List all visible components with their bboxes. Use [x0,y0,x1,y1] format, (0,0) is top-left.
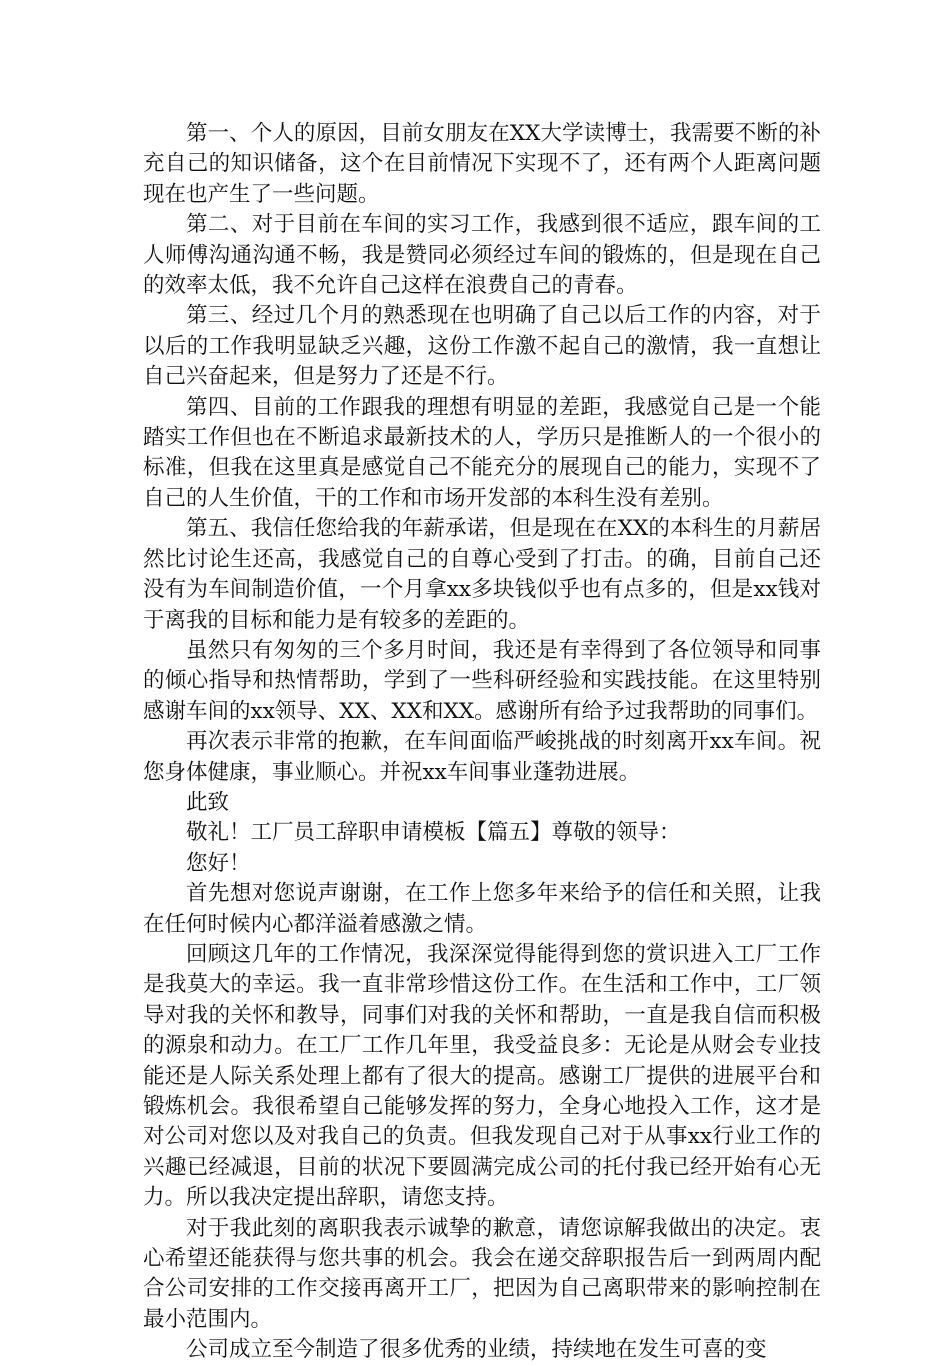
paragraph-apology: 再次表示非常的抱歉，在车间面临严峻挑战的时刻离开xx车间。祝您身体健康，事业顺心。并祝xx车间事业蓬勃进展。 [143,729,821,785]
paragraph-reason-3: 第三、经过几个月的熟悉现在也明确了自己以后工作的内容，对于以后的工作我明显缺乏兴趣，这份工作激不起自己的激情，我一直想让自己兴奋起来，但是努力了还是不行。 [143,303,821,390]
paragraph-review: 回顾这几年的工作情况，我深深觉得能得到您的赏识进入工厂工作是我莫大的幸运。我一直非常珍惜这份工作。在生活和工作中，工厂领导对我的关怀和教导，同事们对我的关怀和帮助，一直是我自信而积极的源泉和动力。在工厂工作几年里，我受益良多：无论是从财会专业技能还是人际关系处理上都有了很大的提高。感谢工厂提供的进展平台和锻炼机会。我很希望自己能够发挥的努力，全身心地投入工作，这才是对公司对您以及对我自己的负责。但我发现自己对于从事xx行业工作的兴趣已经减退，目前的状况下要圆满完成公司的托付我已经开始有心无力。所以我决定提出辞职，请您支持。 [143,941,821,1211]
paragraph-handover: 对于我此刻的离职我表示诚挚的歉意，请您谅解我做出的决定。衷心希望还能获得与您共事的机会。我会在递交辞职报告后一到两周内配合公司安排的工作交接再离开工厂，把因为自己离职带来的影响控制在最小范围内。 [143,1215,821,1332]
paragraph-thanks: 虽然只有匆匆的三个多月时间，我还是有幸得到了各位领导和同事的倾心指导和热情帮助，学到了一些科研经验和实践技能。在这里特别感谢车间的xx领导、XX、XX和XX。感谢所有给予过我帮助的同事们。 [143,637,821,724]
document-body [143,119,821,1366]
closing-jingli-heading: 敬礼！工厂员工辞职申请模板【篇五】尊敬的领导： [186,820,681,846]
paragraph-reason-2: 第二、对于目前在车间的实习工作，我感到很不适应，跟车间的工人师傅沟通沟通不畅，我是赞同必须经过车间的锻炼的，但是现在自己的效率太低，我不允许自己这样在浪费自己的青春。 [143,212,821,299]
closing-cizhi: 此致 [186,789,230,815]
paragraph-reason-5: 第五、我信任您给我的年薪承诺，但是现在在XX的本科生的月薪居然比讨论生还高，我感觉自己的自尊心受到了打击。的确，目前自己还没有为车间制造价值，一个月拿xx多块钱似乎也有点多的，但是xx钱对于离我的目标和能力是有较多的差距的。 [143,516,821,633]
paragraph-gratitude: 首先想对您说声谢谢，在工作上您多年来给予的信任和关照，让我在任何时候内心都洋溢着感激之情。 [143,881,821,937]
greeting: 您好！ [186,850,251,876]
paragraph-company: 公司成立至今制造了很多优秀的业绩，持续地在发生可喜的变 [186,1337,767,1363]
paragraph-reason-1: 第一、个人的原因，目前女朋友在XX大学读博士，我需要不断的补充自己的知识储备，这个在目前情况下实现不了，还有两个人距离问题现在也产生了一些问题。 [143,121,821,207]
paragraph-reason-4: 第四、目前的工作跟我的理想有明显的差距，我感觉自己是一个能踏实工作但也在不断追求最新技术的人，学历只是推断人的一个很小的标准，但我在这里真是感觉自己不能充分的展现自己的能力，实现不了自己的人生价值，干的工作和市场开发部的本科生没有差别。 [143,394,821,511]
